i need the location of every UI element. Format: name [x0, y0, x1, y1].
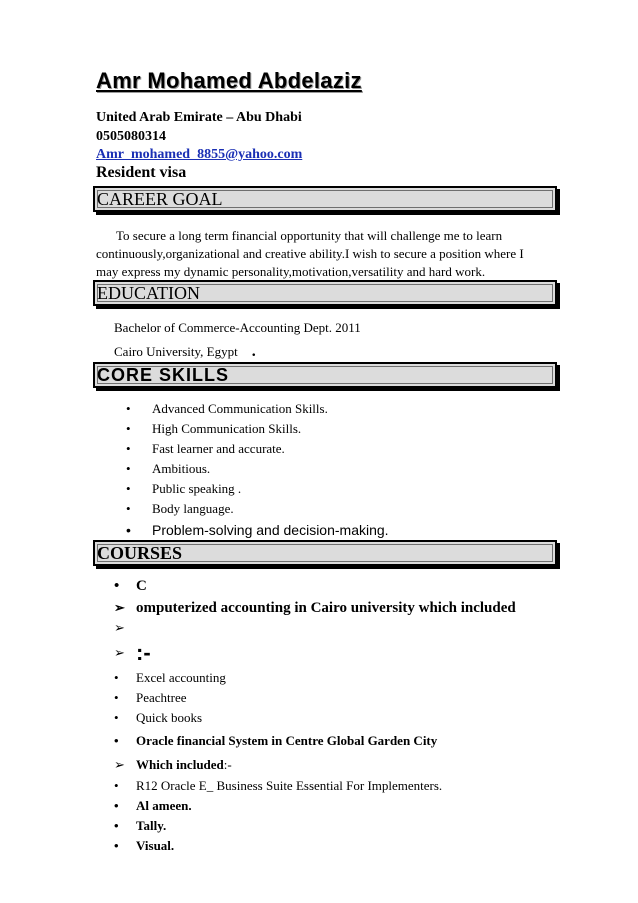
list-item	[114, 836, 614, 856]
list-item	[114, 708, 614, 728]
course-text: Quick books	[136, 710, 203, 725]
arrow-bullet-icon: ➢	[114, 645, 125, 660]
bullet-icon: •	[126, 461, 131, 476]
list-item	[114, 598, 614, 618]
bullet-icon: •	[126, 522, 131, 538]
skill-text: Body language.	[152, 501, 234, 516]
list-item	[126, 459, 389, 479]
education-header	[93, 280, 557, 306]
visa-status: Resident visa	[96, 164, 187, 181]
course-text: :-	[136, 640, 151, 665]
list-item	[114, 816, 614, 836]
core-skills-header	[93, 362, 557, 388]
list-item	[114, 728, 614, 754]
bullet-icon: •	[114, 710, 119, 725]
course-text: R12 Oracle E_ Business Suite Essential For Implementers.	[136, 778, 443, 793]
list-item	[126, 439, 389, 459]
arrow-bullet-icon: ➢	[114, 620, 125, 635]
career-goal-line: To secure a long term financial opportunity that will challenge me to learn	[116, 228, 503, 243]
list-item	[126, 399, 389, 419]
course-text-suffix: :-	[223, 757, 232, 772]
bullet-icon: •	[126, 401, 131, 416]
bullet-icon: •	[114, 578, 120, 594]
list-item	[114, 638, 614, 668]
skill-text: Problem-solving and decision-making.	[152, 522, 389, 538]
career-goal-header	[93, 186, 557, 212]
courses-title: COURSES	[97, 543, 183, 563]
bullet-icon: •	[114, 670, 119, 685]
course-text: Tally.	[136, 818, 167, 833]
course-text: Peachtree	[136, 690, 187, 705]
arrow-bullet-icon: ➢	[114, 757, 125, 772]
trailing-mark: .	[251, 343, 256, 360]
bullet-icon: •	[114, 778, 119, 793]
bullet-icon: •	[126, 501, 131, 516]
career-goal-title: CAREER GOAL	[97, 189, 223, 209]
list-item	[114, 796, 614, 816]
bullet-icon: •	[126, 441, 131, 456]
education-title: EDUCATION	[97, 283, 200, 303]
course-text: Excel accounting	[136, 670, 226, 685]
list-item	[114, 776, 614, 796]
list-item	[126, 499, 389, 519]
career-goal-line: continuously,organizational and creative ability.I wish to secure a position where I	[96, 246, 524, 261]
courses-header	[93, 540, 557, 566]
core-skills-list	[126, 399, 389, 541]
skill-text: Fast learner and accurate.	[152, 441, 285, 456]
list-item	[114, 754, 614, 776]
list-item	[114, 574, 614, 598]
course-text: omputerized accounting in Cairo university which included	[136, 600, 516, 616]
skill-text: High Communication Skills.	[152, 421, 302, 436]
email-link[interactable]: Amr_mohamed_8855@yahoo.com	[96, 147, 303, 162]
list-item	[114, 668, 614, 688]
course-text: Oracle financial System in Centre Global Garden City	[136, 733, 438, 748]
course-text: C	[136, 578, 147, 594]
course-text: Which included	[136, 757, 224, 772]
skill-text: Ambitious.	[152, 461, 211, 476]
candidate-name: Amr Mohamed Abdelaziz	[96, 68, 362, 93]
university-line	[114, 343, 256, 361]
career-goal-line: may express my dynamic personality,motivation,versatility and hard work.	[96, 264, 486, 279]
arrow-bullet-icon: ➢	[114, 600, 125, 615]
location: United Arab Emirate – Abu Dhabi	[96, 110, 302, 125]
course-text: Visual.	[136, 838, 175, 853]
career-goal-text	[96, 227, 556, 281]
bullet-icon: •	[114, 733, 119, 748]
courses-list	[114, 574, 614, 856]
phone-number: 0505080314	[96, 129, 166, 144]
list-item	[126, 479, 389, 499]
bullet-icon: •	[126, 481, 131, 496]
list-item	[126, 519, 389, 541]
bullet-icon: •	[114, 818, 119, 833]
course-text: Al ameen.	[136, 798, 192, 813]
bullet-icon: •	[114, 798, 119, 813]
core-skills-title: CORE SKILLS	[97, 365, 230, 385]
skill-text: Advanced Communication Skills.	[152, 401, 328, 416]
bullet-icon: •	[114, 838, 119, 853]
list-item	[114, 688, 614, 708]
bullet-icon: •	[114, 690, 119, 705]
degree: Bachelor of Commerce-Accounting Dept. 2011	[114, 320, 361, 335]
university: Cairo University, Egypt	[114, 344, 238, 359]
skill-text: Public speaking .	[152, 481, 242, 496]
list-item	[126, 419, 389, 439]
list-item	[114, 618, 614, 638]
bullet-icon: •	[126, 421, 131, 436]
